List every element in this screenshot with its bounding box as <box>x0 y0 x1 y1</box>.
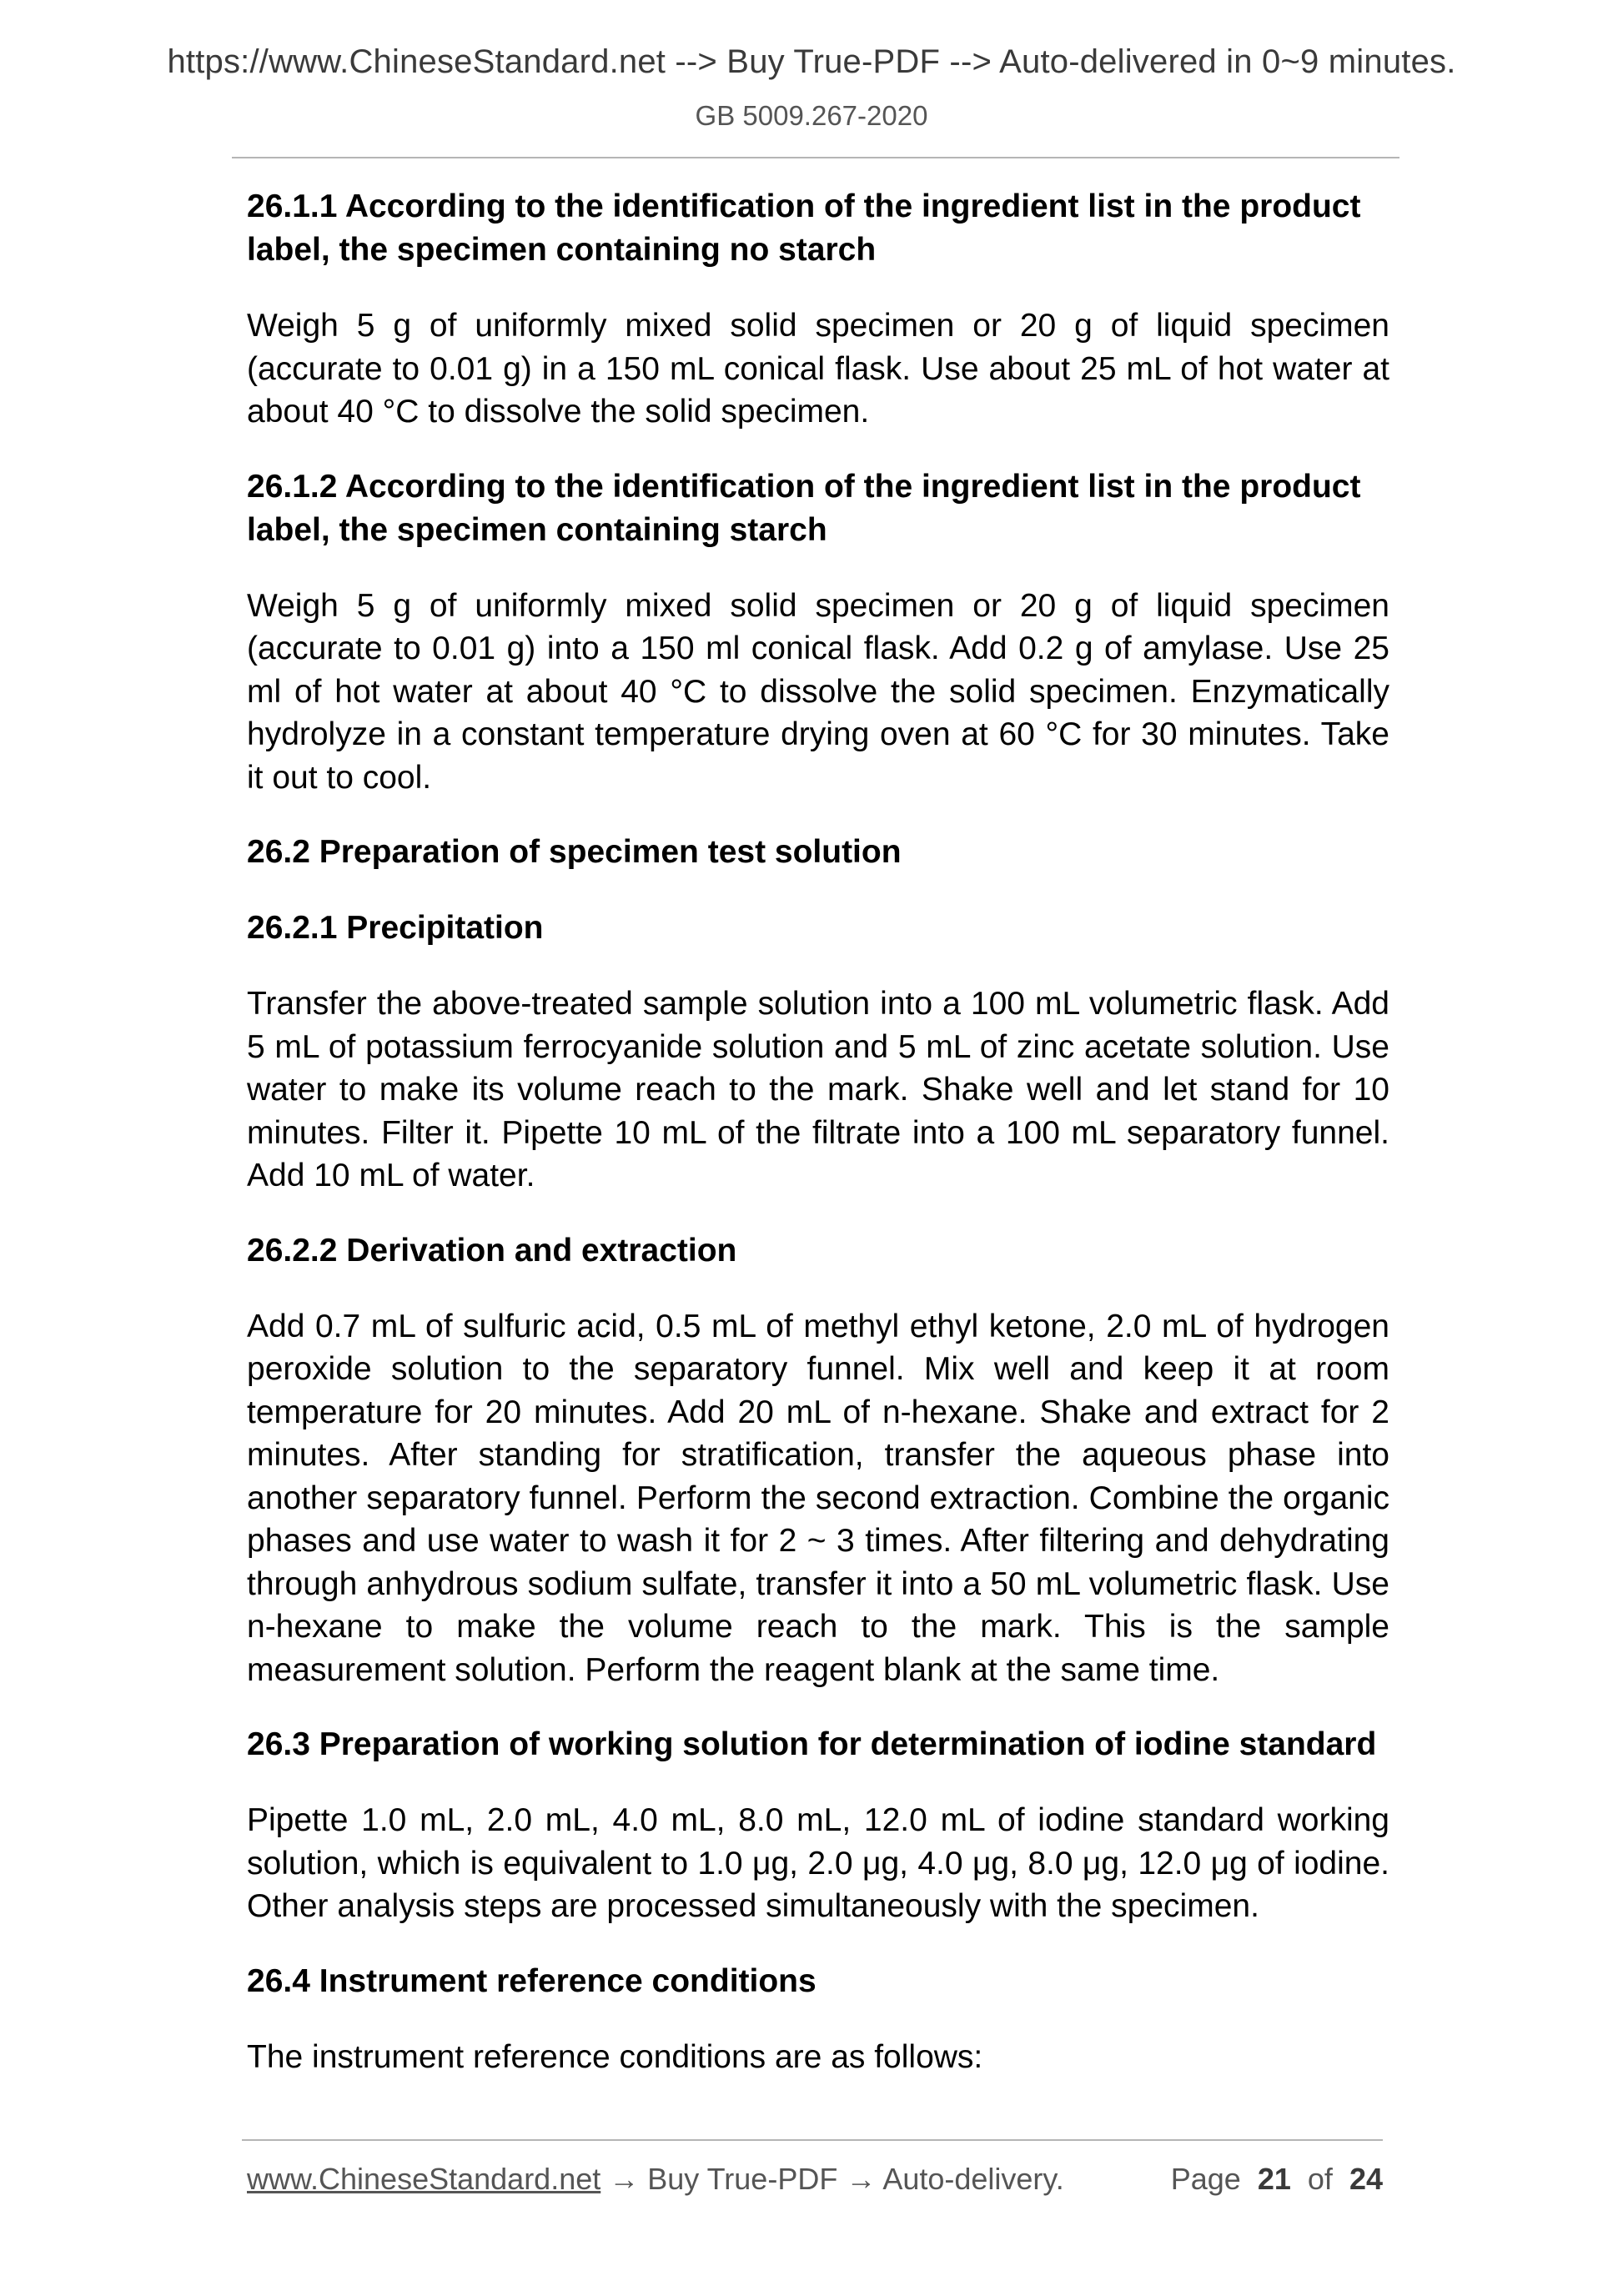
paragraph-26-1-1: Weigh 5 g of uniformly mixed solid specimen or 20 g of liquid specimen (accurate to 0.01 g) in a 150 mL conical flask. Use about 25 mL of hot water at about 40 °C to dissolve the solid specimen. <box>247 308 1389 430</box>
paragraph-26-4: The instrument reference conditions are as follows: <box>247 2038 983 2075</box>
section-heading-26-1-1: 26.1.1 According to the identification of the ingredient list in the product label, the specimen containing no starch <box>247 188 1361 268</box>
footer-promo <box>247 2162 1064 2197</box>
section-heading-26-1-2: 26.1.2 According to the identification of the ingredient list in the product label, the specimen containing starch <box>247 468 1361 548</box>
standard-number: GB 5009.267-2020 <box>695 100 928 131</box>
page-label: Page <box>1170 2162 1241 2196</box>
footer-divider <box>242 2139 1383 2141</box>
section-heading-26-2-2: 26.2.2 Derivation and extraction <box>247 1232 737 1269</box>
paragraph-26-3: Pipette 1.0 mL, 2.0 mL, 4.0 mL, 8.0 mL, 12.0 mL of iodine standard working solution, which is equivalent to 1.0 μg, 2.0 μg, 4.0 μg, 8.0 μg, 12.0 μg of iodine. Other analysis steps are processed simultaneously with the specimen. <box>247 1802 1389 1924</box>
section-heading-26-4: 26.4 Instrument reference conditions <box>247 1962 817 1999</box>
page-total: 24 <box>1349 2162 1383 2196</box>
header-banner: https://www.ChineseStandard.net --> Buy True-PDF --> Auto-delivered in 0~9 minutes. <box>167 43 1456 80</box>
paragraph-26-2-1: Transfer the above-treated sample solution into a 100 mL volumetric flask. Add 5 mL of potassium ferrocyanide solution and 5 mL of zinc acetate solution. Use water to make its volume reach to the mark. Shake well and let stand for 10 minutes. Filter it. Pipette 10 mL of the filtrate into a 100 mL separatory funnel. Add 10 mL of water. <box>247 986 1389 1193</box>
section-heading-26-2-1: 26.2.1 Precipitation <box>247 910 544 946</box>
paragraph-26-2-2: Add 0.7 mL of sulfuric acid, 0.5 mL of methyl ethyl ketone, 2.0 mL of hydrogen peroxide solution to the separatory funnel. Mix well and keep it at room temperature for 20 minutes. Add 20 mL of n-hexane. Shake and extract for 2 minutes. After standing for stratification, transfer the aqueous phase into another separatory funnel. Perform the second extraction. Combine the organic phases and use water to wash it for 2 ~ 3 times. After filtering and dehydrating through anhydrous sodium sulfate, transfer it into a 50 mL volumetric flask. Use n-hexane to make the volume reach to the mark. This is the sample measurement solution. Perform the reagent blank at the same time. <box>247 1308 1389 1688</box>
footer-promo-text: → Buy True-PDF → Auto-delivery. <box>600 2162 1064 2196</box>
page-current: 21 <box>1257 2162 1291 2196</box>
section-heading-26-3: 26.3 Preparation of working solution for determination of iodine standard <box>247 1726 1377 1762</box>
section-heading-26-2: 26.2 Preparation of specimen test solution <box>247 834 902 870</box>
footer-site-link[interactable]: www.ChineseStandard.net <box>247 2162 601 2196</box>
header-divider <box>232 157 1399 158</box>
document-body <box>247 185 1389 2110</box>
paragraph-26-1-2: Weigh 5 g of uniformly mixed solid specimen or 20 g of liquid specimen (accurate to 0.01 g) into a 150 ml conical flask. Add 0.2 g of amylase. Use 25 ml of hot water at about 40 °C to dissolve the solid specimen. Enzymatically hydrolyze in a constant temperature drying oven at 60 °C for 30 minutes. Take it out to cool. <box>247 587 1389 796</box>
page-indicator <box>1171 2162 1383 2197</box>
page-of-label: of <box>1307 2162 1333 2196</box>
